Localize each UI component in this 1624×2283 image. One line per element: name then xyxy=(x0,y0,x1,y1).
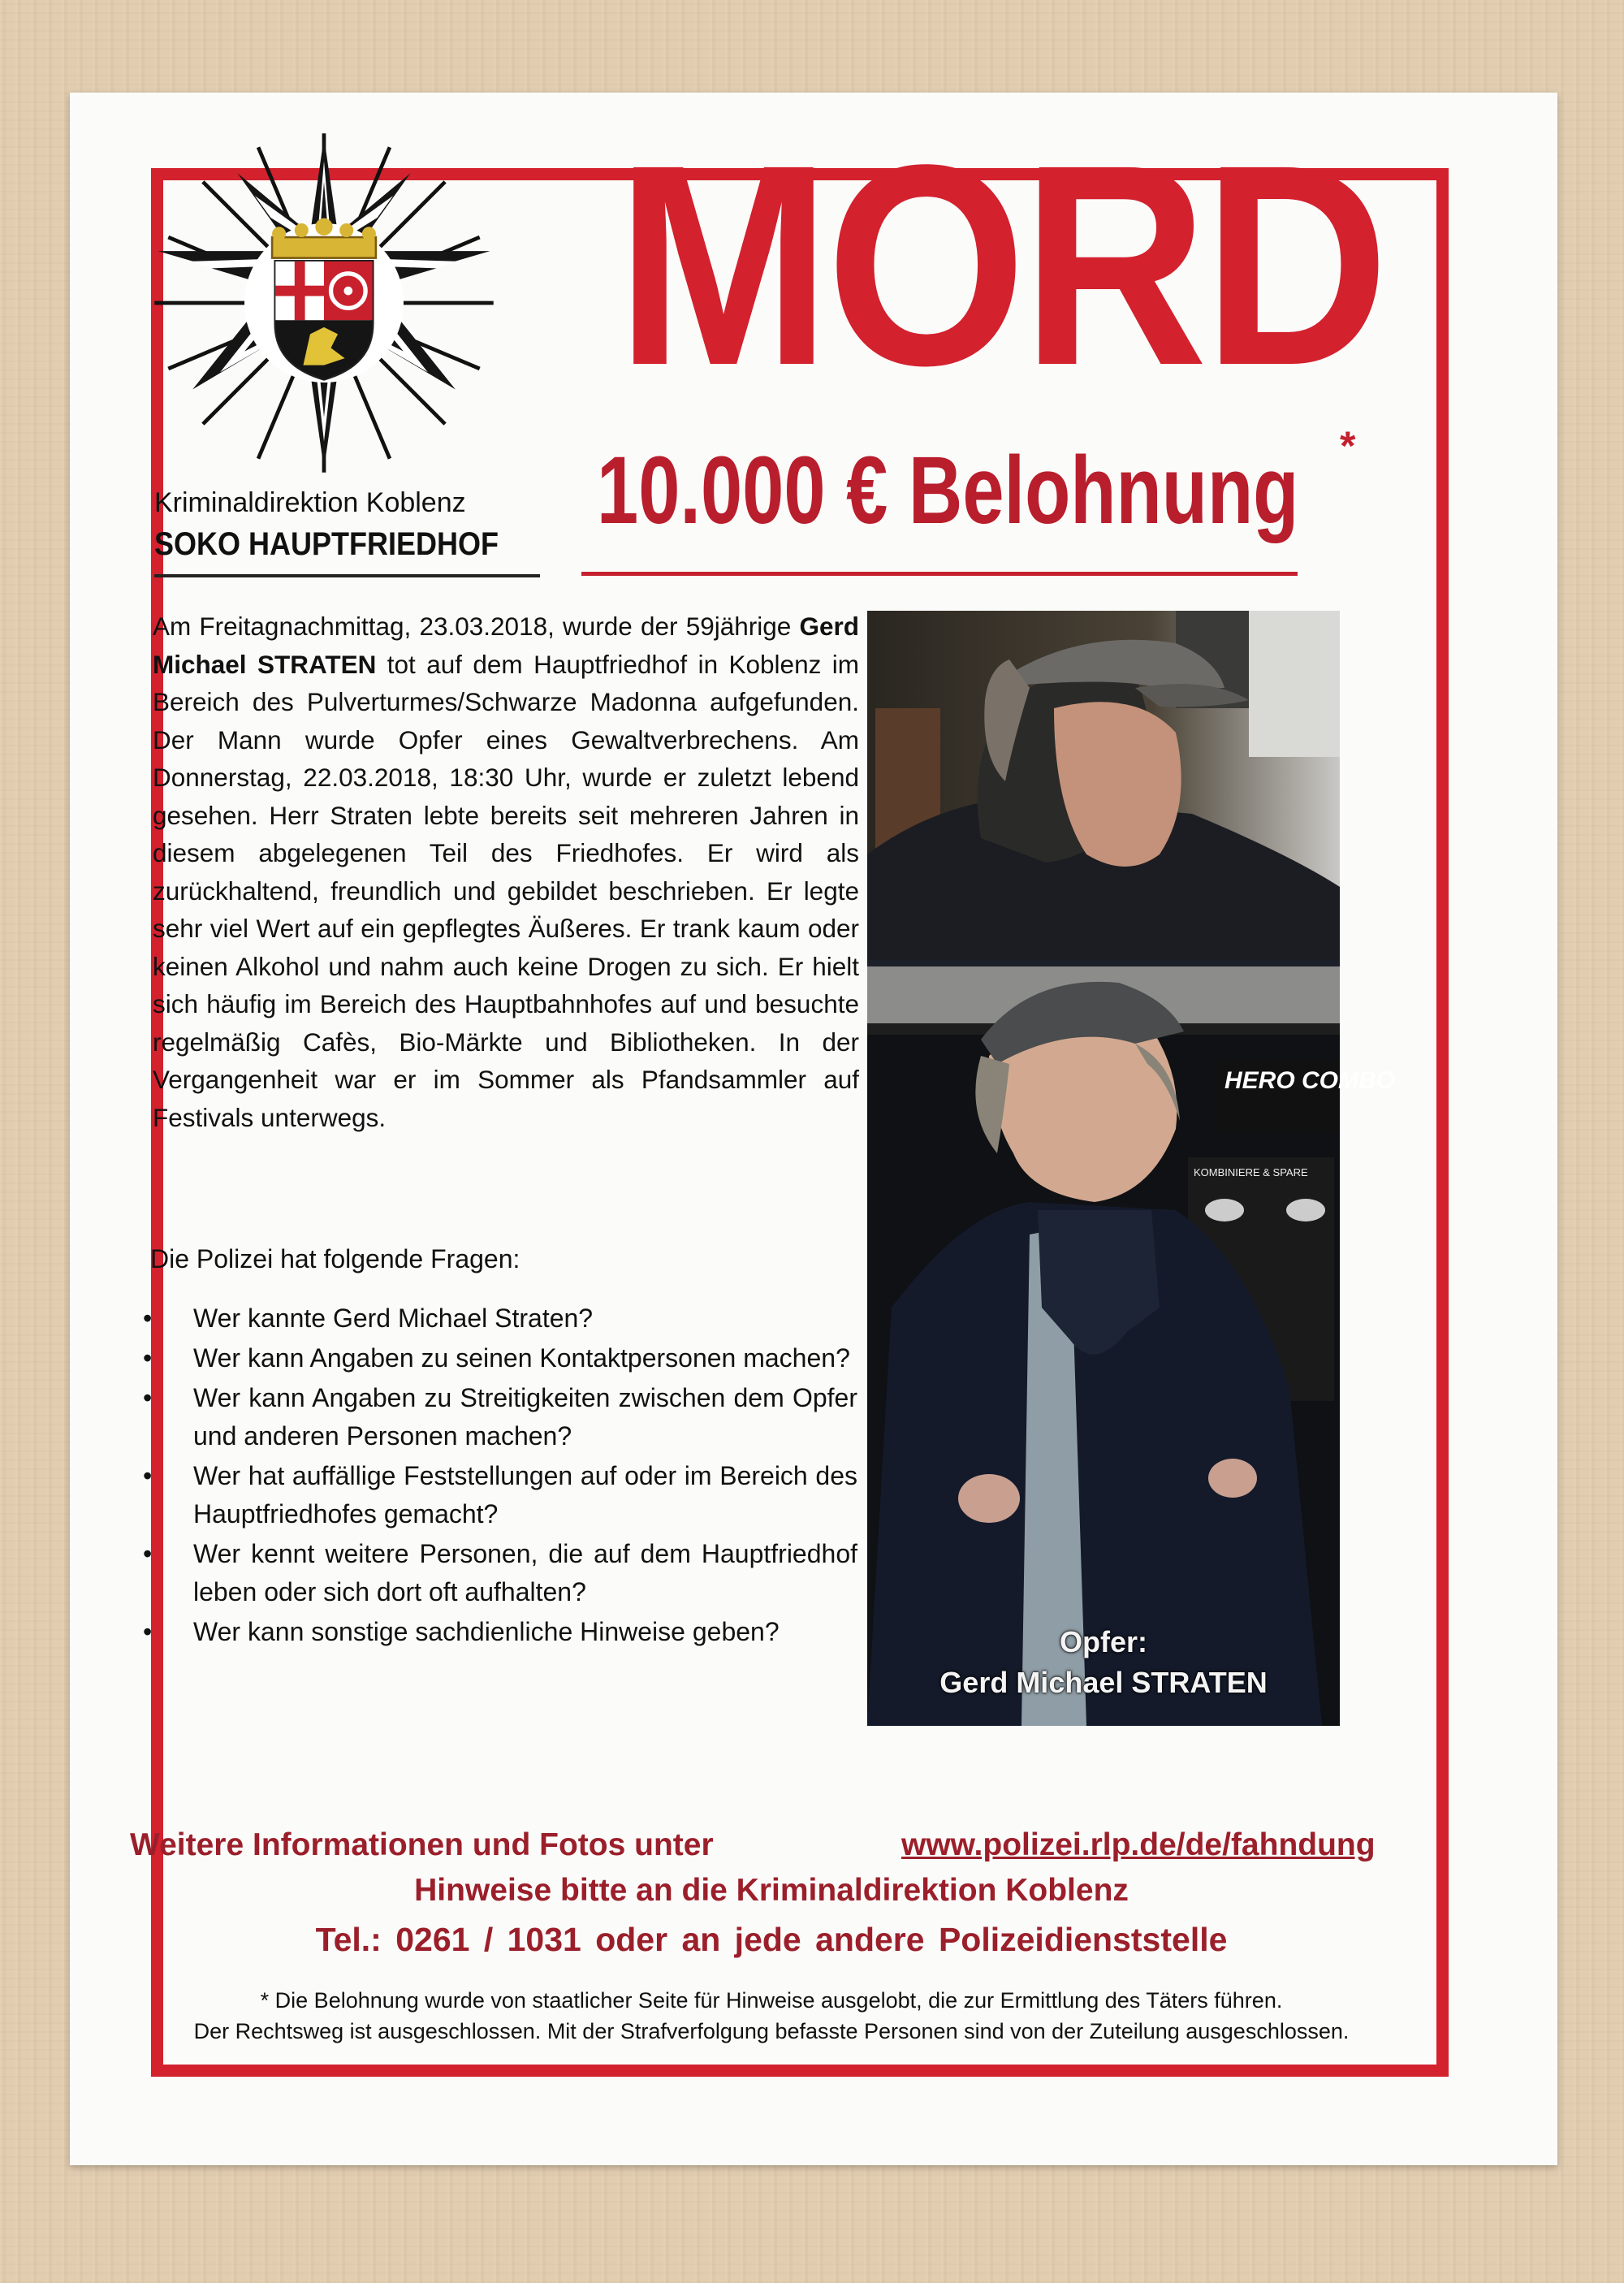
description-intro: Am Freitagnachmittag, 23.03.2018, wurde der 59jährige xyxy=(153,612,800,641)
reward-amount: 10.000 € Belohnung xyxy=(597,437,1299,544)
title-divider xyxy=(581,572,1298,576)
police-website-link[interactable]: www.polizei.rlp.de/de/fahndung xyxy=(901,1827,1376,1862)
list-item: • Wer kennt weitere Personen, die auf dem Hauptfriedhof leben oder sich dort oft aufhalten? xyxy=(143,1535,857,1611)
victim-photos xyxy=(867,611,1395,1726)
police-star-emblem-icon xyxy=(151,130,497,476)
list-item: • Wer kann Angaben zu seinen Kontaktpersonen machen? xyxy=(143,1339,857,1377)
list-item: • Wer kannte Gerd Michael Straten? xyxy=(143,1299,857,1338)
caption-name: Gerd Michael STRATEN xyxy=(939,1666,1268,1699)
footnote-line-1: * Die Belohnung wurde von staatlicher Seite für Hinweise ausgelobt, die zur Ermittlung des Täters führen. xyxy=(260,1988,1283,2013)
hint-contact: Hinweise bitte an die Kriminaldirektion Koblenz xyxy=(414,1873,1129,1908)
department-name: Kriminaldirektion Koblenz xyxy=(154,487,466,518)
questions-heading: Die Polizei hat folgende Fragen: xyxy=(150,1244,520,1273)
list-item: • Wer kann Angaben zu Streitigkeiten zwischen dem Opfer und anderen Personen machen? xyxy=(143,1379,857,1455)
phone-contact: Tel.: 0261 / 1031 oder an jede andere Polizeidienststelle xyxy=(315,1921,1228,1958)
caption-label: Opfer: xyxy=(1060,1625,1147,1658)
victim-name: Gerd Michael STRATEN xyxy=(153,612,859,679)
more-info-text: Weitere Informationen und Fotos unter xyxy=(130,1827,714,1862)
case-description xyxy=(153,608,859,1136)
list-item: • Wer kann sonstige sachdienliche Hinweise geben? xyxy=(143,1613,857,1651)
list-item: • Wer hat auffällige Feststellungen auf oder im Bereich des Hauptfriedhofes gemacht? xyxy=(143,1457,857,1533)
footnote-line-2: Der Rechtsweg ist ausgeschlossen. Mit der Strafverfolgung befasste Personen sind von der Zuteilung ausgeschlossen. xyxy=(193,2019,1350,2043)
description-main: tot auf dem Hauptfriedhof in Koblenz im Bereich des Pulverturmes/Schwarze Madonna aufgefunden. Der Mann wurde Opfer eines Gewaltverbrechens. Am Donnerstag, 22.03.2018, 18:30 Uhr, wurde er zuletzt lebend gesehen. Herr Straten lebte bereits seit mehreren Jahren in diesem abgelegenen Teil des Friedhofes. Er wird als zurückhaltend, freundlich und gebildet beschrieben. Er legte sehr viel Wert auf ein gepflegtes Äußeres. Er trank kaum oder keinen Alkohol und nahm auch keine Drogen zu sich. Er hielt sich häufig im Bereich des Hauptbahnhofes auf und besuchte regelmäßig Cafès, Bio-Märkte und Bibliotheken. In der Vergangenheit war er im Sommer als Pfandsammler auf Festivals unterwegs. xyxy=(153,649,859,1132)
victim-photo-portrait xyxy=(867,611,1340,960)
victim-photo-caption xyxy=(867,1622,1340,1703)
shop-sign: HERO COMBO xyxy=(1224,1067,1395,1094)
questions-list xyxy=(143,1299,857,1653)
header-divider xyxy=(154,574,540,577)
special-unit-name: SOKO HAUPTFRIEDHOF xyxy=(154,526,499,562)
reward-asterisk: * xyxy=(1340,423,1356,469)
more-info-line xyxy=(130,1827,1445,1863)
shop-sign-small: KOMBINIERE & SPARE xyxy=(1194,1166,1308,1178)
reward-footnote xyxy=(97,1985,1445,2047)
victim-photo-full xyxy=(867,966,1395,1726)
poster-title: MORD xyxy=(616,105,1385,425)
